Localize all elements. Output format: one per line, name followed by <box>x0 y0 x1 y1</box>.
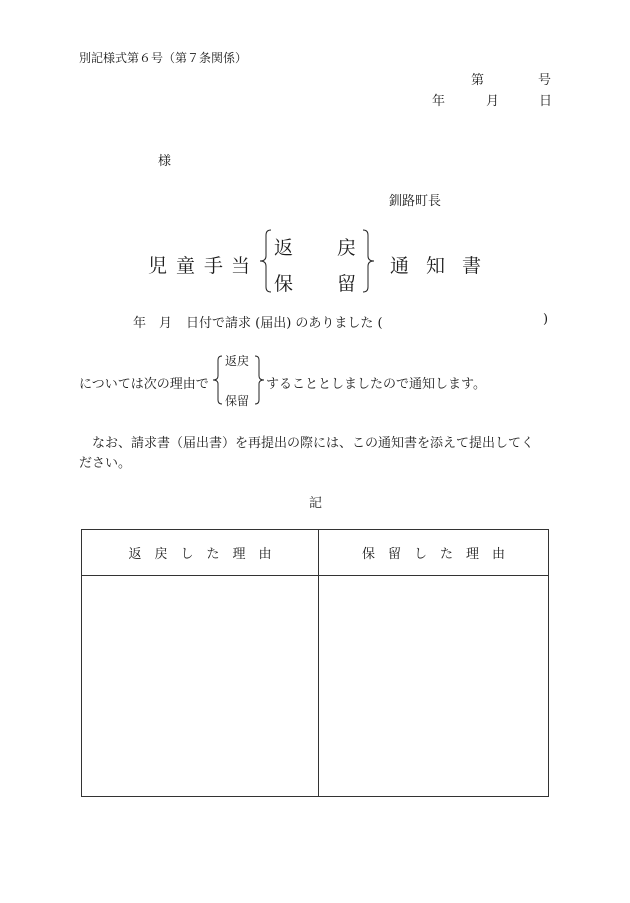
title-char: 知 <box>426 255 446 277</box>
right-brace-icon <box>253 355 265 405</box>
request-text: 日付で請求 (届出) のありました ( <box>186 316 383 331</box>
left-brace-icon <box>259 229 273 293</box>
note-line-2: ださい。 <box>79 456 132 471</box>
return-reason-cell[interactable] <box>82 576 319 797</box>
title-option-char: 返 <box>274 237 294 259</box>
date-day: 日 <box>539 94 553 109</box>
right-brace-icon <box>361 229 375 293</box>
doc-number-go: 号 <box>538 73 552 88</box>
title-char: 書 <box>462 255 482 277</box>
left-brace-icon <box>212 355 224 405</box>
hold-reason-cell[interactable] <box>319 576 549 797</box>
ki-heading: 記 <box>309 496 323 511</box>
title-option-char: 保 <box>274 273 294 295</box>
date-year: 年 <box>432 94 446 109</box>
date-month: 月 <box>486 94 500 109</box>
header-hold-reason: 保 留 し た 理 由 <box>319 530 549 576</box>
header-return-reason: 返 戻 し た 理 由 <box>82 530 319 576</box>
title-char: 手 <box>204 255 224 277</box>
addressee-suffix: 様 <box>158 154 172 169</box>
title-option-char: 留 <box>337 273 357 295</box>
reason-after: することとしましたので通知します。 <box>266 377 486 392</box>
note-line-1: なお、請求書（届出書）を再提出の際には、この通知書を添えて提出してく <box>92 436 535 451</box>
reason-option-a: 返戻 <box>225 354 250 368</box>
sender: 釧路町長 <box>389 194 442 209</box>
form-number: 別記様式第６号（第７条関係） <box>79 51 248 65</box>
request-close-paren: ) <box>543 312 549 327</box>
title-char: 通 <box>390 255 410 277</box>
title-char: 当 <box>231 255 251 277</box>
reasons-table <box>81 529 549 797</box>
request-year: 年 <box>133 316 147 331</box>
reason-before: については次の理由で <box>79 377 209 392</box>
title-option-char: 戻 <box>337 237 357 259</box>
title-char: 童 <box>176 255 196 277</box>
title-char: 児 <box>148 255 168 277</box>
request-month: 月 <box>159 316 173 331</box>
reason-option-b: 保留 <box>225 394 250 408</box>
doc-number-dai: 第 <box>471 73 485 88</box>
